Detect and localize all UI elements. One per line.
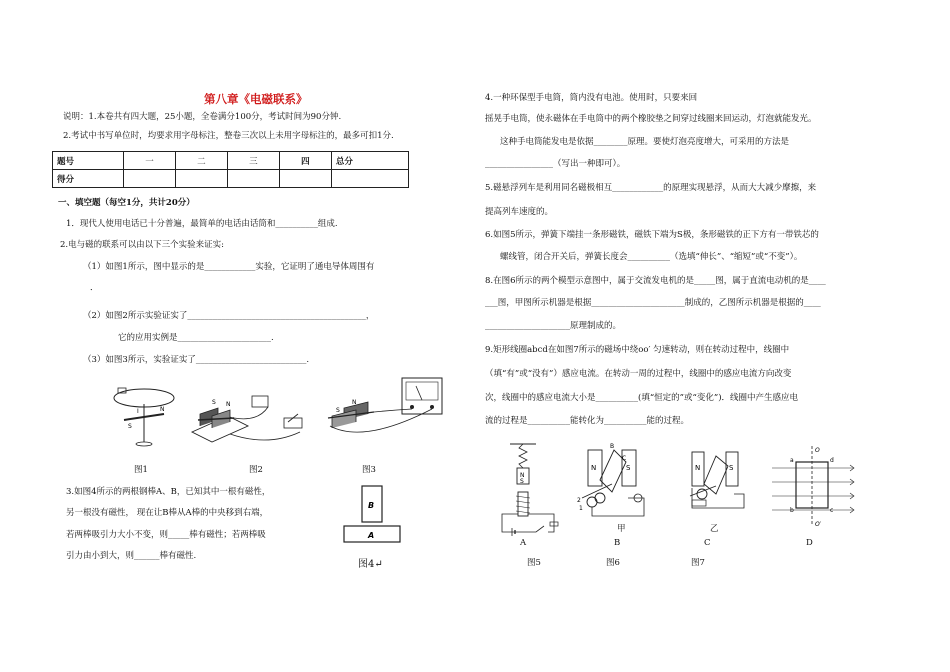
score-cell[interactable]: [279, 170, 331, 188]
question-5-line-2: 提高列车速度的。: [485, 207, 554, 217]
question-9-line-3: 次，线圈中的感应电流大小是__________(填“恒定的”或“变化”)．线圈中产生感应电: [485, 393, 799, 403]
svg-text:C: C: [622, 455, 627, 462]
svg-text:O: O: [815, 447, 820, 454]
svg-text:S: S: [128, 423, 132, 430]
svg-text:d: d: [830, 457, 834, 464]
score-cell[interactable]: [227, 170, 279, 188]
question-2-2-cont: 它的应用实例是______________________.: [118, 333, 274, 343]
svg-text:S: S: [520, 478, 524, 485]
svg-text:B: B: [610, 443, 615, 450]
svg-text:N: N: [352, 399, 357, 406]
question-8-line-3: ____________________原理制成的。: [485, 321, 622, 331]
question-3-line-3: 若两棒吸引力大小不变，则_____棒有磁性；若两棒吸: [66, 530, 266, 540]
question-2-1: （1）如图1所示，图中显示的是____________实验，它证明了通电导体周围有: [83, 262, 375, 272]
svg-text:a: a: [790, 457, 794, 464]
score-table: [52, 151, 409, 188]
question-4-line-2: 摇晃手电筒，使永磁体在手电筒中的两个橡胶垫之间穿过线圈来回运动，灯泡就能发光。: [485, 114, 817, 124]
figure-7-caption: 图7: [691, 558, 705, 568]
svg-text:N: N: [520, 472, 525, 479]
figure-7: [770, 444, 858, 528]
fig4-label-a: A: [368, 531, 375, 540]
question-3-line-4: 引力由小到大，则______棒有磁性.: [66, 551, 197, 561]
svg-text:N: N: [160, 406, 165, 413]
svg-text:c: c: [830, 507, 834, 514]
question-3-line-1: 3.如图4所示的两根钢棒A、B，已知其中一根有磁性，: [66, 487, 271, 497]
score-table-score-row: [53, 170, 409, 188]
svg-text:N: N: [591, 464, 597, 472]
header-cell: 三: [227, 152, 279, 170]
question-2-2: （2）如图2所示实验证实了__________________________________________，: [83, 311, 375, 321]
question-8-line-2: ___图，甲图所示机器是根据______________________制成的，乙图所示机器是根据的____: [485, 298, 821, 308]
figure-3-caption: 图3: [362, 465, 376, 475]
svg-text:1: 1: [579, 505, 583, 512]
question-9-line-4: 流的过程是__________能转化为__________能的过程。: [485, 416, 690, 426]
svg-text:N: N: [695, 464, 701, 472]
question-2: 2.电与磁的联系可以由以下三个实验来证实:: [60, 240, 224, 250]
question-4-line-1: 4.一种环保型手电筒，筒内没有电池。使用时，只要来回: [485, 93, 698, 103]
figure-6-caption: 图6: [606, 558, 620, 568]
svg-text:b: b: [790, 507, 794, 514]
fig-letter-a: A: [520, 538, 527, 548]
instructions-line-1: 说明：1.本卷共有四大题，25小题，全卷满分100分，考试时间为90分钟.: [63, 112, 342, 122]
question-8-line-1: 8.在图6所示的两个模型示意图中，属于交流发电机的是_____图，属于直流电动机的是____: [485, 276, 826, 286]
fig-letter-d: D: [806, 538, 813, 548]
figure-6-jia-label: 甲: [617, 524, 626, 534]
fig-letter-c: C: [704, 538, 711, 548]
question-2-3: （3）如图3所示，实验证实了__________________________.: [83, 355, 310, 365]
figure-1-caption: 图1: [134, 465, 148, 475]
question-4-line-3: 这种手电筒能发电是依据________原理。要使灯泡亮度增大，可采用的方法是: [500, 137, 790, 147]
figure-6-jia: [574, 440, 654, 522]
figure-2-caption: 图2: [249, 465, 263, 475]
question-6-line-1: 6.如图5所示，弹簧下端挂一条形磁铁，磁铁下端为S极，条形磁铁的正下方有一带铁芯的: [485, 230, 819, 240]
svg-text:2: 2: [577, 497, 581, 504]
score-cell[interactable]: [124, 170, 176, 188]
header-cell: 四: [279, 152, 331, 170]
score-cell[interactable]: [175, 170, 227, 188]
svg-text:S: S: [626, 464, 631, 472]
header-cell: 总分: [331, 152, 408, 170]
question-3-line-2: 另一根没有磁性， 现在让B棒从A棒的中央移到右端，: [66, 508, 269, 518]
question-9-line-2: （填“有”或“没有”）感应电流。在转动一周的过程中，线圈中的感应电流方向改变: [485, 369, 792, 379]
figure-6-yi-label: 乙: [710, 524, 719, 534]
question-4-line-4: ________________（写出一种即可）。: [485, 159, 626, 169]
section-heading: 一、填空题（每空1分，共计20分）: [58, 198, 195, 208]
figure-1: [104, 380, 186, 452]
header-cell: 二: [175, 152, 227, 170]
figure-3: [324, 376, 454, 448]
svg-text:O′: O′: [815, 521, 822, 528]
figure-4: [340, 484, 404, 554]
svg-text:I: I: [137, 408, 139, 415]
score-table-header-row: [53, 152, 409, 170]
header-cell: 一: [124, 152, 176, 170]
figure-6-yi: [682, 448, 752, 518]
header-cell: 题号: [53, 152, 124, 170]
question-2-1-cont: ．: [90, 283, 99, 293]
figure-5: [496, 442, 566, 542]
row-label-cell: 得分: [53, 170, 124, 188]
fig4-label-b: B: [368, 501, 375, 510]
svg-text:N: N: [226, 401, 231, 408]
svg-text:S: S: [729, 464, 734, 472]
question-1: 1．现代人使用电话已十分普遍，最简单的电话由话筒和__________组成.: [66, 219, 338, 229]
fig-letter-b: B: [614, 538, 621, 548]
page-title: 第八章《电磁联系》: [204, 92, 308, 106]
question-9-line-1: 9.矩形线圈abcd在如图7所示的磁场中绕oo′ 匀速转动，则在转动过程中，线圈中: [485, 345, 790, 355]
score-cell[interactable]: [331, 170, 408, 188]
question-5-line-1: 5.磁悬浮列车是利用同名磁极相互____________的原理实现悬浮，从而大大减少摩擦，来: [485, 183, 817, 193]
figure-4-caption: 图4↵: [358, 559, 383, 570]
instructions-line-2: 2.考试中书写单位时，均要求用字母标注，整卷三次以上未用字母标注的，最多可扣1分.: [63, 131, 394, 141]
svg-text:S: S: [336, 407, 340, 414]
figure-2: [188, 392, 308, 448]
figure-5-caption: 图5: [527, 558, 541, 568]
svg-text:S: S: [212, 399, 216, 406]
question-6-line-2: 螺线管，闭合开关后，弹簧长度会__________（选填“伸长”、“缩短”或“不变”）。: [500, 252, 803, 262]
